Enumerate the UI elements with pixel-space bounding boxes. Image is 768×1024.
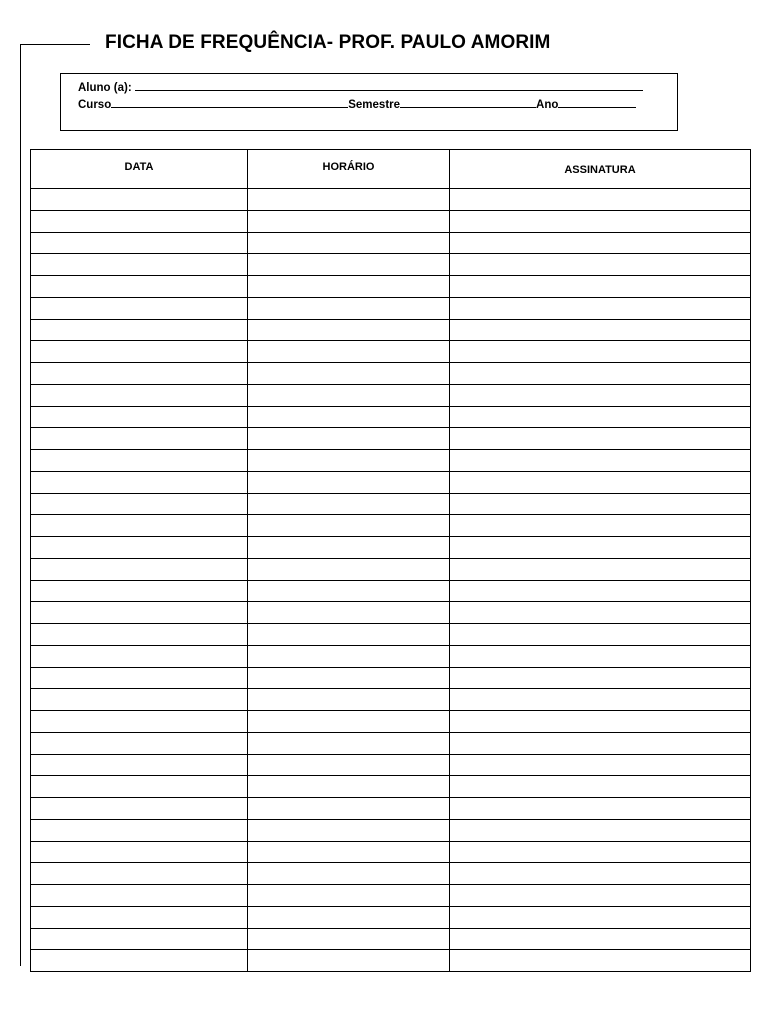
assinatura-cell[interactable] (450, 711, 751, 733)
table-row (31, 189, 751, 211)
assinatura-cell[interactable] (450, 624, 751, 646)
data-cell[interactable] (31, 232, 248, 254)
table-row (31, 602, 751, 624)
assinatura-cell[interactable] (450, 689, 751, 711)
data-cell[interactable] (31, 819, 248, 841)
table-row (31, 863, 751, 885)
horario-cell[interactable] (248, 210, 450, 232)
table-row (31, 363, 751, 385)
horario-cell[interactable] (248, 667, 450, 689)
data-cell[interactable] (31, 906, 248, 928)
data-cell[interactable] (31, 515, 248, 537)
assinatura-cell[interactable] (450, 645, 751, 667)
assinatura-cell[interactable] (450, 928, 751, 950)
horario-cell[interactable] (248, 754, 450, 776)
data-cell[interactable] (31, 928, 248, 950)
horario-cell[interactable] (248, 276, 450, 298)
horario-cell[interactable] (248, 537, 450, 559)
table-row (31, 493, 751, 515)
horario-cell[interactable] (248, 363, 450, 385)
horario-cell[interactable] (248, 602, 450, 624)
horario-cell[interactable] (248, 950, 450, 972)
data-cell[interactable] (31, 384, 248, 406)
table-header-row (31, 150, 751, 189)
table-row (31, 471, 751, 493)
table-row (31, 819, 751, 841)
assinatura-cell[interactable] (450, 276, 751, 298)
assinatura-cell[interactable] (450, 254, 751, 276)
data-cell[interactable] (31, 885, 248, 907)
assinatura-cell[interactable] (450, 798, 751, 820)
assinatura-cell[interactable] (450, 341, 751, 363)
assinatura-cell[interactable] (450, 406, 751, 428)
data-cell[interactable] (31, 711, 248, 733)
page-title: FICHA DE FREQUÊNCIA- PROF. PAULO AMORIM (105, 32, 551, 53)
horario-cell[interactable] (248, 928, 450, 950)
data-cell[interactable] (31, 558, 248, 580)
assinatura-cell[interactable] (450, 515, 751, 537)
curso-line (78, 96, 636, 111)
column-header-data: DATA (31, 150, 248, 189)
table-row (31, 254, 751, 276)
horario-cell[interactable] (248, 645, 450, 667)
horario-cell[interactable] (248, 624, 450, 646)
horario-cell[interactable] (248, 297, 450, 319)
table-row (31, 689, 751, 711)
table-row (31, 276, 751, 298)
data-cell[interactable] (31, 776, 248, 798)
horario-cell[interactable] (248, 689, 450, 711)
assinatura-cell[interactable] (450, 210, 751, 232)
table-row (31, 645, 751, 667)
horario-cell[interactable] (248, 558, 450, 580)
table-row (31, 776, 751, 798)
horario-cell[interactable] (248, 819, 450, 841)
horario-cell[interactable] (248, 885, 450, 907)
data-cell[interactable] (31, 406, 248, 428)
data-cell[interactable] (31, 841, 248, 863)
assinatura-cell[interactable] (450, 885, 751, 907)
data-cell[interactable] (31, 428, 248, 450)
horario-cell[interactable] (248, 580, 450, 602)
assinatura-cell[interactable] (450, 428, 751, 450)
table-row (31, 906, 751, 928)
table-row (31, 754, 751, 776)
data-cell[interactable] (31, 645, 248, 667)
horario-cell[interactable] (248, 711, 450, 733)
table-row (31, 450, 751, 472)
horario-cell[interactable] (248, 428, 450, 450)
assinatura-cell[interactable] (450, 906, 751, 928)
assinatura-cell[interactable] (450, 493, 751, 515)
horario-cell[interactable] (248, 863, 450, 885)
data-cell[interactable] (31, 580, 248, 602)
table-row (31, 428, 751, 450)
horario-cell[interactable] (248, 515, 450, 537)
aluno-field[interactable] (135, 79, 643, 91)
assinatura-cell[interactable] (450, 558, 751, 580)
table-row (31, 885, 751, 907)
horario-cell[interactable] (248, 232, 450, 254)
curso-field[interactable] (111, 96, 348, 108)
data-cell[interactable] (31, 363, 248, 385)
assinatura-cell[interactable] (450, 863, 751, 885)
aluno-label: Aluno (a): (78, 82, 132, 94)
assinatura-cell[interactable] (450, 776, 751, 798)
data-cell[interactable] (31, 189, 248, 211)
data-cell[interactable] (31, 798, 248, 820)
assinatura-cell[interactable] (450, 732, 751, 754)
horario-cell[interactable] (248, 906, 450, 928)
data-cell[interactable] (31, 602, 248, 624)
table-row (31, 732, 751, 754)
data-cell[interactable] (31, 493, 248, 515)
assinatura-cell[interactable] (450, 602, 751, 624)
table-row (31, 624, 751, 646)
data-cell[interactable] (31, 732, 248, 754)
assinatura-cell[interactable] (450, 319, 751, 341)
assinatura-cell[interactable] (450, 384, 751, 406)
assinatura-cell[interactable] (450, 471, 751, 493)
table-row (31, 558, 751, 580)
table-row (31, 297, 751, 319)
curso-label: Curso (78, 99, 112, 111)
assinatura-cell[interactable] (450, 667, 751, 689)
table-row (31, 950, 751, 972)
horario-cell[interactable] (248, 341, 450, 363)
table-row (31, 515, 751, 537)
assinatura-cell[interactable] (450, 297, 751, 319)
horario-cell[interactable] (248, 732, 450, 754)
assinatura-cell[interactable] (450, 841, 751, 863)
assinatura-cell[interactable] (450, 537, 751, 559)
semestre-label: Semestre (348, 99, 401, 111)
table-row (31, 232, 751, 254)
horario-cell[interactable] (248, 841, 450, 863)
assinatura-cell[interactable] (450, 754, 751, 776)
assinatura-cell[interactable] (450, 189, 751, 211)
assinatura-cell[interactable] (450, 363, 751, 385)
data-cell[interactable] (31, 689, 248, 711)
table-row (31, 537, 751, 559)
data-cell[interactable] (31, 863, 248, 885)
horario-cell[interactable] (248, 189, 450, 211)
semestre-field[interactable] (400, 96, 536, 108)
data-cell[interactable] (31, 667, 248, 689)
data-cell[interactable] (31, 624, 248, 646)
aluno-line (78, 79, 643, 94)
frame-left-line (20, 44, 21, 966)
table-row (31, 711, 751, 733)
assinatura-cell[interactable] (450, 450, 751, 472)
data-cell[interactable] (31, 276, 248, 298)
table-row (31, 341, 751, 363)
horario-cell[interactable] (248, 384, 450, 406)
data-cell[interactable] (31, 450, 248, 472)
table-row (31, 406, 751, 428)
table-row (31, 841, 751, 863)
horario-cell[interactable] (248, 254, 450, 276)
column-header-assinatura: ASSINATURA (450, 150, 751, 189)
table-row (31, 580, 751, 602)
data-cell[interactable] (31, 319, 248, 341)
assinatura-cell[interactable] (450, 819, 751, 841)
assinatura-cell[interactable] (450, 950, 751, 972)
table-row (31, 798, 751, 820)
horario-cell[interactable] (248, 493, 450, 515)
data-cell[interactable] (31, 341, 248, 363)
table-row (31, 384, 751, 406)
horario-cell[interactable] (248, 798, 450, 820)
assinatura-cell[interactable] (450, 232, 751, 254)
table-row (31, 210, 751, 232)
data-cell[interactable] (31, 950, 248, 972)
horario-cell[interactable] (248, 319, 450, 341)
data-cell[interactable] (31, 537, 248, 559)
frame-top-line (20, 44, 90, 45)
data-cell[interactable] (31, 254, 248, 276)
horario-cell[interactable] (248, 450, 450, 472)
attendance-table (30, 149, 751, 972)
student-info-box (60, 73, 678, 131)
data-cell[interactable] (31, 754, 248, 776)
data-cell[interactable] (31, 297, 248, 319)
ano-field[interactable] (558, 96, 636, 108)
table-row (31, 319, 751, 341)
horario-cell[interactable] (248, 776, 450, 798)
data-cell[interactable] (31, 210, 248, 232)
ano-label: Ano (536, 99, 559, 111)
horario-cell[interactable] (248, 471, 450, 493)
table-row (31, 667, 751, 689)
horario-cell[interactable] (248, 406, 450, 428)
table-row (31, 928, 751, 950)
data-cell[interactable] (31, 471, 248, 493)
assinatura-cell[interactable] (450, 580, 751, 602)
column-header-horario: HORÁRIO (248, 150, 450, 189)
